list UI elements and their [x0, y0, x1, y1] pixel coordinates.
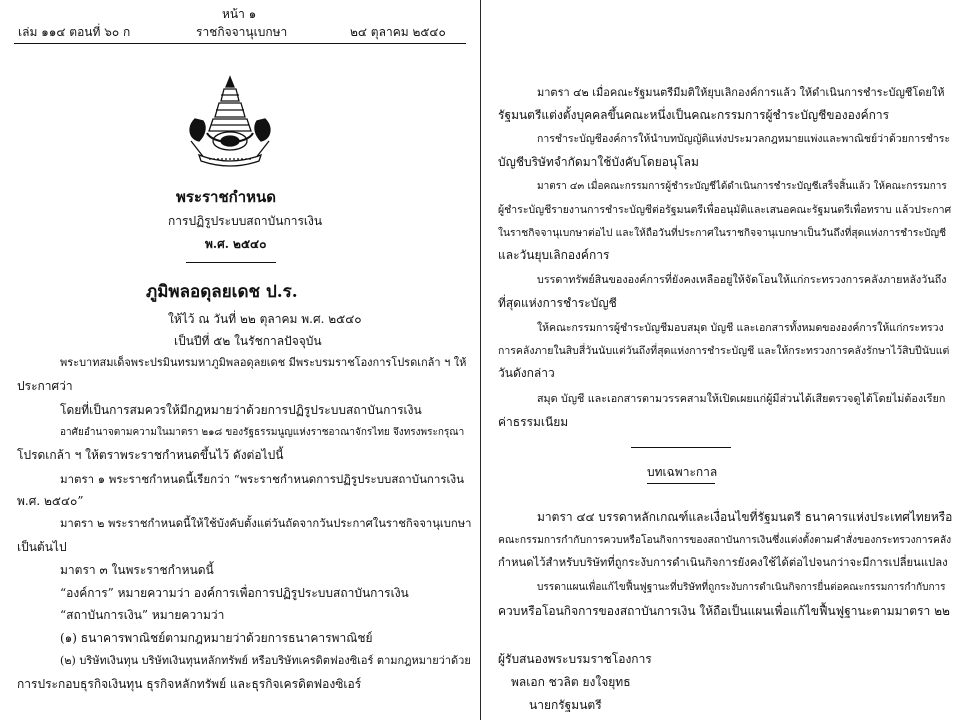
- page-number: หน้า ๑: [222, 7, 257, 21]
- body-line: คณะกรรมการกำกับการควบหรือโอนกิจการของสถาบันการเงินซึ่งแต่งตั้งตามคำสั่งของกระทรวงการคลัง: [498, 534, 952, 546]
- signatory-name: พลเอก ชวลิต ยงใจยุทธ: [511, 675, 631, 689]
- body-line: ประกาศว่า: [17, 379, 73, 393]
- reign-year: เป็นปีที่ ๕๒ ในรัชกาลปัจจุบัน: [174, 334, 322, 348]
- body-line: พระบาทสมเด็จพระปรมินทรมหาภูมิพลอดุลยเดช มีพระบรมราชโองการโปรดเกล้า ฯ ให้: [60, 356, 467, 369]
- body-line: รัฐมนตรีแต่งตั้งบุคคลขึ้นคณะหนึ่งเป็นคณะกรรมการผู้ชำระบัญชีขององค์การ: [498, 108, 890, 122]
- body-line: มาตรา ๑ พระราชกำหนดนี้เรียกว่า “พระราชกำหนดการปฏิรูประบบสถาบันการเงิน: [60, 472, 464, 486]
- section-heading: บทเฉพาะกาล: [647, 465, 718, 479]
- body-line: ให้คณะกรรมการผู้ชำระบัญชีมอบสมุด บัญชี และเอกสารทั้งหมดขององค์การให้แก่กระทรวง: [537, 322, 944, 334]
- body-line: ในราชกิจจานุเบกษาต่อไป และให้ถือวันที่ประกาศในราชกิจจานุเบกษาเป็นวันถึงที่สุดแห่งการชำระบัญชี: [498, 227, 947, 239]
- right-page: [481, 0, 960, 720]
- signatory-title: นายกรัฐมนตรี: [529, 698, 602, 712]
- title-rule: [186, 262, 276, 263]
- body-line: (๑) ธนาคารพาณิชย์ตามกฎหมายว่าด้วยการธนาคารพาณิชย์: [60, 631, 373, 645]
- body-line: ค่าธรรมเนียม: [498, 415, 569, 429]
- header-rule: [14, 43, 466, 44]
- decree-title: พระราชกำหนด: [176, 188, 277, 206]
- body-line: ผู้ชำระบัญชีรายงานการชำระบัญชีต่อรัฐมนตรีเพื่ออนุมัติและเสนอคณะรัฐมนตรีเพื่อทราบ แล้วประกาศ: [498, 204, 952, 216]
- body-line: พ.ศ. ๒๕๔๐”: [17, 494, 84, 508]
- body-line: สมุด บัญชี และเอกสารตามวรรคสามให้เปิดเผยแก่ผู้มีส่วนได้เสียตรวจดูได้โดยไม่ต้องเรียก: [537, 392, 946, 405]
- body-line: และวันยุบเลิกองค์การ: [498, 248, 610, 262]
- body-line: การชำระบัญชีองค์การให้นำบทบัญญัติแห่งประมวลกฎหมายแพ่งและพาณิชย์ว่าด้วยการชำระ: [537, 133, 951, 145]
- body-line: การคลังภายในสิบสี่วันนับแต่วันถึงที่สุดแห่งการชำระบัญชี และให้กระทรวงการคลังรักษาไว้สิบปีนับแต่: [498, 345, 950, 357]
- body-line: “สถาบันการเงิน” หมายความว่า: [60, 608, 225, 622]
- body-line: การประกอบธุรกิจเงินทุน ธุรกิจหลักทรัพย์ และธุรกิจเครดิตฟองซิเอร์: [17, 677, 362, 691]
- body-line: มาตรา ๓ ในพระราชกำหนดนี้: [60, 563, 214, 577]
- volume-number: เล่ม ๑๑๔ ตอนที่ ๖๐ ก: [18, 25, 131, 39]
- garuda-emblem-icon: [185, 75, 275, 167]
- body-line: (๒) บริษัทเงินทุน บริษัทเงินทุนหลักทรัพย์ หรือบริษัทเครดิตฟองซิเอร์ ตามกฎหมายว่าด้วย: [60, 654, 471, 667]
- section-rule: [631, 447, 731, 448]
- body-line: มาตรา ๒ พระราชกำหนดนี้ให้ใช้บังคับตั้งแต่วันถัดจากวันประกาศในราชกิจจานุเบกษา: [60, 517, 472, 530]
- countersign-label: ผู้รับสนองพระบรมราชโองการ: [498, 652, 652, 666]
- decree-subtitle: การปฏิรูประบบสถาบันการเงิน: [168, 214, 323, 228]
- heading-underline: [647, 483, 715, 484]
- body-line: บรรดาทรัพย์สินขององค์การที่ยังคงเหลืออยู่ให้จัดโอนให้แก่กระทรวงการคลังภายหลังวันถึง: [537, 273, 947, 286]
- gazette-name: ราชกิจจานุเบกษา: [196, 25, 288, 39]
- king-name: ภูมิพลอดุลยเดช ป.ร.: [146, 282, 298, 302]
- body-line: วันดังกล่าว: [498, 366, 555, 380]
- body-line: มาตรา ๔๓ เมื่อคณะกรรมการผู้ชำระบัญชีได้ดำเนินการชำระบัญชีเสร็จสิ้นแล้ว ให้คณะกรรมการ: [537, 181, 947, 192]
- body-line: มาตรา ๔๒ เมื่อคณะรัฐมนตรีมีมติให้ยุบเลิกองค์การแล้ว ให้ดำเนินการชำระบัญชีโดยให้: [537, 86, 945, 99]
- decree-year: พ.ศ. ๒๕๔๐: [205, 237, 267, 251]
- body-line: อาศัยอำนาจตามความในมาตรา ๒๑๘ ของรัฐธรรมนูญแห่งราชอาณาจักรไทย จึงทรงพระกรุณา: [60, 427, 465, 438]
- body-line: โดยที่เป็นการสมควรให้มีกฎหมายว่าด้วยการปฏิรูประบบสถาบันการเงิน: [60, 403, 422, 417]
- gazette-date: ๒๔ ตุลาคม ๒๕๔๐: [350, 25, 446, 39]
- body-line: มาตรา ๔๔ บรรดาหลักเกณฑ์และเงื่อนไขที่รัฐมนตรี ธนาคารแห่งประเทศไทยหรือ: [537, 510, 953, 524]
- body-line: ที่สุดแห่งการชำระบัญชี: [498, 296, 617, 310]
- body-line: “องค์การ” หมายความว่า องค์การเพื่อการปฏิรูประบบสถาบันการเงิน: [60, 586, 409, 600]
- body-line: โปรดเกล้า ฯ ให้ตราพระราชกำหนดขึ้นไว้ ดังต่อไปนี้: [17, 448, 284, 462]
- body-line: กำหนดไว้สำหรับบริษัทที่ถูกระงับการดำเนินกิจการยังคงใช้ได้ต่อไปจนกว่าจะมีการเปลี่ยนแปลง: [498, 556, 948, 569]
- given-date: ให้ไว้ ณ วันที่ ๒๒ ตุลาคม พ.ศ. ๒๕๔๐: [168, 312, 362, 326]
- body-line: บรรดาแผนเพื่อแก้ไขฟื้นฟูฐานะที่บริษัทที่ถูกระงับการดำเนินกิจการยื่นต่อคณะกรรมการกำกับการ: [537, 582, 946, 593]
- body-line: เป็นต้นไป: [17, 540, 67, 554]
- body-line: ควบหรือโอนกิจการของสถาบันการเงิน ให้ถือเป็นแผนเพื่อแก้ไขฟื้นฟูฐานะตามมาตรา ๒๒: [498, 604, 950, 618]
- body-line: บัญชีบริษัทจำกัดมาใช้บังคับโดยอนุโลม: [498, 155, 699, 169]
